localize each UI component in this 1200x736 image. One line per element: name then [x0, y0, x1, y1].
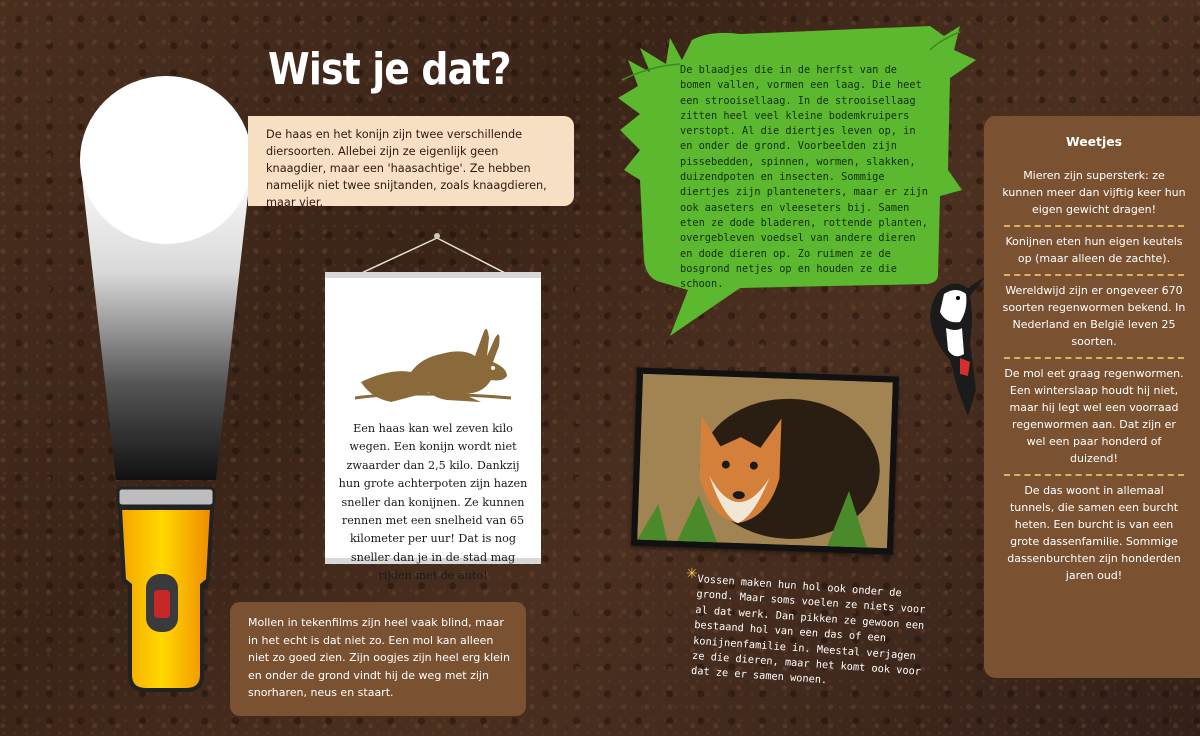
weetjes-title: Weetjes	[1066, 134, 1122, 149]
hare-poster	[325, 272, 541, 583]
sparkle-icon: ✳	[686, 566, 698, 582]
hare-rabbit-info-text: De haas en het konijn zijn twee verschillende diersoorten. Allebei zijn ze eigenlijk geen knaagdier, maar een 'haasachtige'. Ze hebben namelijk niet twee snijtanden, zoals knaagdieren, maar vier.	[266, 128, 547, 209]
flashlight-illustration	[76, 60, 256, 700]
hare-rabbit-info-box	[248, 116, 574, 209]
fox-caption-block	[690, 572, 937, 696]
woodpecker-illustration	[910, 270, 990, 420]
weetjes-fact: Konijnen eten hun eigen keutels op (maar alleen de zachte).	[1005, 235, 1183, 265]
weetjes-fact: De mol eet graag regenwormen. Een winterslaap houdt hij niet, maar hij legt wel een voorraad regenwormen aan. Dat zijn er wel een paar honderd of duizend!	[1004, 367, 1184, 465]
weetjes-panel	[984, 116, 1200, 678]
hare-poster-text: Een haas kan wel zeven kilo wegen. Een konijn wordt niet zwaarder dan 2,5 kilo. Dankzij hun grote achterpoten zijn hazen sneller dan konijnen. Ze kunnen rennen met een snelheid van 65 kilometer per uur! Dat is nog sneller dan je in de stad mag rijden met de auto!	[338, 422, 528, 583]
mole-info-text: Mollen in tekenfilms zijn heel vaak blind, maar in het echt is dat niet zo. Een mol kan alleen niet zo goed zien. Zijn oogjes zijn heel erg klein en onder de grond vindt hij de weg met zijn snorharen, neus en staart.	[248, 616, 510, 700]
page-title: Wist je dat?	[268, 44, 511, 95]
hare-illustration	[351, 298, 517, 408]
fox-photo-frame	[631, 367, 899, 554]
weetjes-fact: Mieren zijn supersterk: ze kunnen meer dan vijftig keer hun eigen gewicht dragen!	[1002, 169, 1186, 216]
weetjes-fact: De das woont in allemaal tunnels, die samen een burcht heten. Een burcht is van een grote dassenfamilie. Sommige dassenburchten zijn honderden jaren oud!	[1007, 484, 1181, 582]
weetjes-fact: Wereldwijd zijn er ongeveer 670 soorten regenwormen bekend. In Nederland en België leven 25 soorten.	[1002, 284, 1186, 348]
fox-caption: Vossen maken hun hol ook onder de grond. Maar soms voelen ze niets voor al dat werk. Dan pikken ze gewoon een bestaand hol van een das of een konijnenfamilie in. Meestal verjagen ze die dieren, maar het komt ook voor dat ze er samen wonen.	[690, 572, 926, 687]
fox-photo	[637, 374, 893, 549]
leaf-box-text: De blaadjes die in de herfst van de bomen vallen, vormen een laag. Die heet een strooisellaag. In de strooisellaag zitten heel veel kleine bodemkruipers verstopt. Al die diertjes leven op, in en onder de grond. Voorbeelden zijn pissebedden, spinnen, wormen, slakken, duizendpoten en insecten. Sommige diertjes zijn planteneters, maar er zijn ook aaseters en vleeseters bij. Samen eten ze dode bladeren, rottende planten, overgebleven voedsel van andere dieren en dode dieren op. Zo ruimen ze de bosgrond netjes op en houden ze die schoon.	[680, 64, 928, 291]
mole-info-box	[230, 602, 526, 716]
